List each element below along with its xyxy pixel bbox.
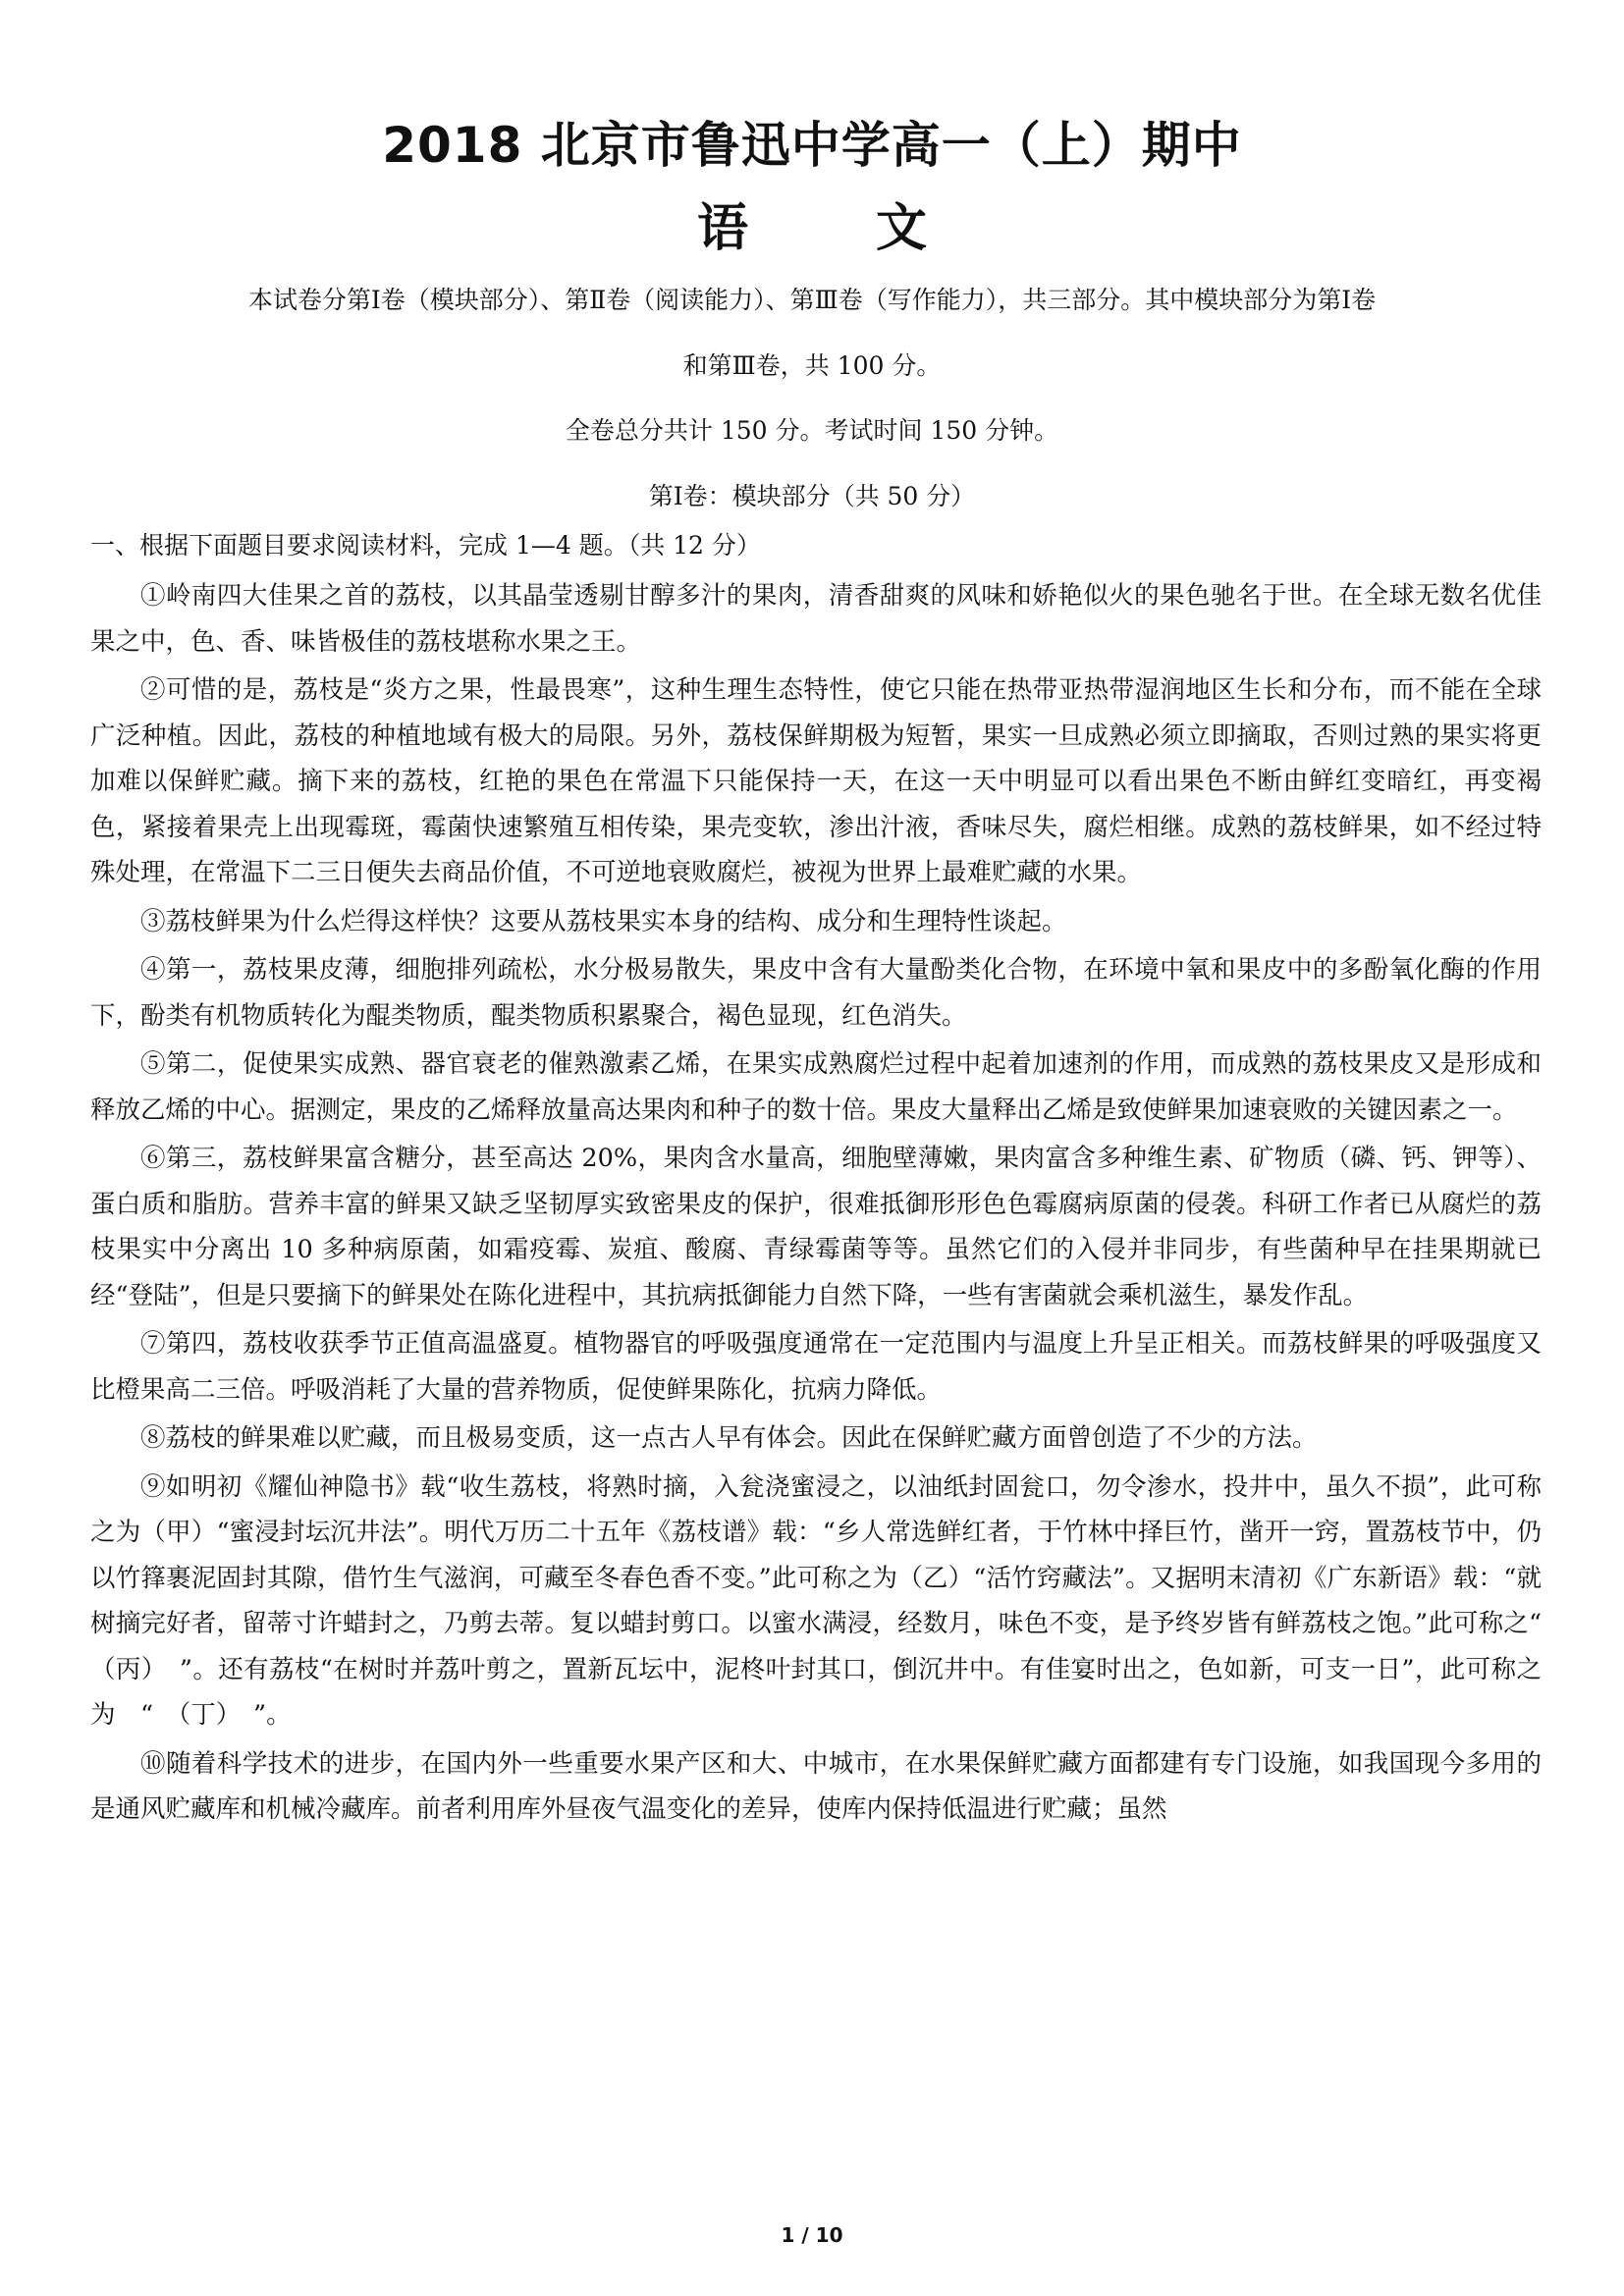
paragraph-6: ⑥第三，荔枝鲜果富含糖分，甚至高达 20%，果肉含水量高，细胞壁薄嫩，果肉富含多种维生素、矿物质（磷、钙、钾等）、蛋白质和脂肪。营养丰富的鲜果又缺乏坚韧厚实致密果皮的保护，很难抵御形形色色霉腐病原菌的侵袭。科研工作者已从腐烂的荔枝果实中分离出 10 多种病原菌，如霜疫霉、炭疽、酸腐、青绿霉菌等等。虽然它们的入侵并非同步，有些菌种早在挂果期就已经“登陆”，但是只要摘下的鲜果处在陈化进程中，其抗病抵御能力自然下降，一些有害菌就会乘机滋生，暴发作乱。 [90,1144,1542,1310]
paragraph-2: ②可惜的是，荔枝是“炎方之果，性最畏寒”，这种生理生态特性，使它只能在热带亚热带湿润地区生长和分布，而不能在全球广泛种植。因此，荔枝的种植地域有极大的局限。另外，荔枝保鲜期极为短暂，果实一旦成熟必须立即摘取，否则过熟的果实将更加难以保鲜贮藏。摘下来的荔枝，红艳的果色在常温下只能保持一天，在这一天中明显可以看出果色不断由鲜红变暗红，再变褐色，紧接着果壳上出现霉斑，霉菌快速繁殖互相传染，果壳变软，渗出汁液，香味尽失，腐烂相继。成熟的荔枝鲜果，如不经过特殊处理，在常温下二三日便失去商品价值，不可逆地衰败腐烂，被视为世界上最难贮藏的水果。 [90,675,1542,887]
exam-title: 2018 北京市鲁迅中学高一（上）期中 [382,117,1242,174]
paragraph-5: ⑤第二，促使果实成熟、器官衰老的催熟激素乙烯，在果实成熟腐烂过程中起着加速剂的作用，而成熟的荔枝果皮又是形成和释放乙烯的中心。据测定，果皮的乙烯释放量高达果肉和种子的数十倍。果皮大量释出乙烯是致使鲜果加速衰败的关键因素之一。 [90,1049,1542,1125]
paragraph-7: ⑦第四，荔枝收获季节正值高温盛夏。植物器官的呼吸强度通常在一定范围内与温度上升呈正相关。而荔枝鲜果的呼吸强度又比橙果高二三倍。呼吸消耗了大量的营养物质，促使鲜果陈化，抗病力降低。 [90,1329,1542,1405]
paragraph-10: ⑩随着科学技术的进步，在国内外一些重要水果产区和大、中城市，在水果保鲜贮藏方面都建有专门设施，如我国现今多用的是通风贮藏库和机械冷藏库。前者利用库外昼夜气温变化的差异，使库内保持低温进行贮藏；虽然 [90,1748,1542,1824]
intro-line-2: 和第Ⅲ卷，共 100 分。 [682,351,942,380]
section-heading: 一、根据下面题目要求阅读材料，完成 1—4 题。（共 12 分） [90,531,761,560]
intro-line-3: 全卷总分共计 150 分。考试时间 150 分钟。 [565,416,1059,445]
paragraph-8: ⑧荔枝的鲜果难以贮藏，而且极易变质，这一点古人早有体会。因此在保鲜贮藏方面曾创造了不少的方法。 [140,1423,1318,1453]
paragraph-3: ③荔枝鲜果为什么烂得这样快？这要从荔枝果实本身的结构、成分和生理特性谈起。 [140,906,1067,936]
part-heading: 第Ⅰ卷：模块部分（共 50 分） [648,482,976,510]
paragraph-1: ①岭南四大佳果之首的荔枝，以其晶莹透剔甘醇多汁的果肉，清香甜爽的风味和娇艳似火的果色驰名于世。在全球无数名优佳果之中，色、香、味皆极佳的荔枝堪称水果之王。 [90,581,1542,657]
page-number: 1 / 10 [781,2223,843,2247]
intro-line-1: 本试卷分第Ⅰ卷（模块部分）、第Ⅱ卷（阅读能力）、第Ⅲ卷（写作能力），共三部分。其中模块部分为第Ⅰ卷 [247,286,1377,314]
paragraph-4: ④第一，荔枝果皮薄，细胞排列疏松，水分极易散失，果皮中含有大量酚类化合物，在环境中氧和果皮中的多酚氧化酶的作用下，酚类有机物质转化为醌类物质，醌类物质积累聚合，褐色显现，红色消失。 [90,955,1542,1031]
paragraph-9: ⑨如明初《耀仙神隐书》载“收生荔枝，将熟时摘，入瓮浇蜜浸之，以油纸封固瓮口，勿令渗水，投井中，虽久不损”，此可称之为（甲）“蜜浸封坛沉井法”。明代万历二十五年《荔枝谱》载：“乡人常选鲜红者，于竹林中择巨竹，凿开一窍，置荔枝节中，仍以竹箨裹泥固封其隙，借竹生气滋润，可藏至冬春色香不变。”此可称之为（乙）“活竹窍藏法”。又据明末清初《广东新语》载：“就树摘完好者，留蒂寸许蜡封之，乃剪去蒂。复以蜡封剪口。以蜜水满浸，经数月，味色不变，是予终岁皆有鲜荔枝之饱。”此可称之“ （丙） ”。还有荔枝“在树时并荔叶剪之，置新瓦坛中，泥柊叶封其口，倒沉井中。有佳宴时出之，色如新，可支一日”，此可称之为 “ （丁） ”。 [90,1471,1567,1730]
reading-passage [90,573,1567,1833]
subject-title: 语文 [696,199,1055,258]
